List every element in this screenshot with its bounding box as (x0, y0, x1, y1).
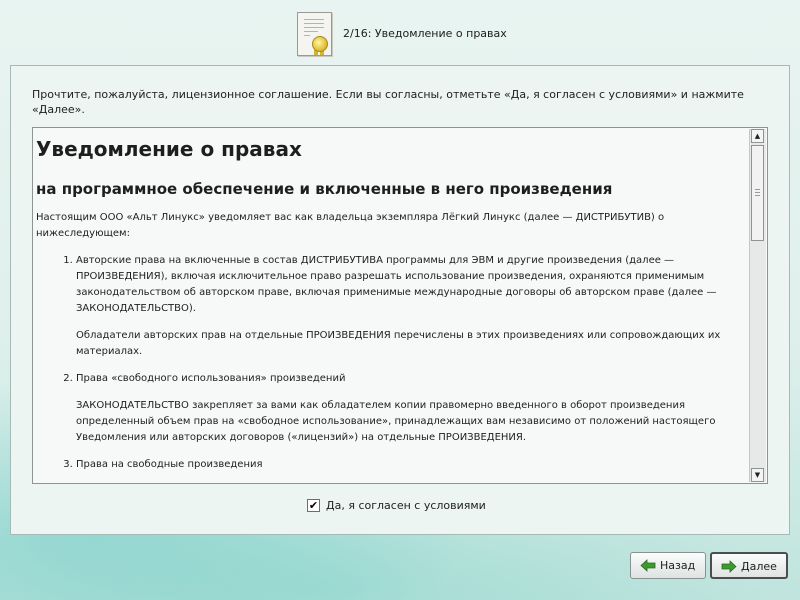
scroll-up-icon[interactable]: ▲ (751, 129, 764, 143)
license-subtitle: на программное обеспечение и включенные в него произведения (36, 180, 613, 198)
clause-text: 1. Авторские права на включенные в состав ДИСТРИБУТИВА программы для ЭВМ и другие произведения (далее — ПРОИЗВЕДЕНИЯ), включая исключительное право разрешать использование произведения, охраняются применимым законодательством об авторском праве, включая применимые международные договоры об авторском праве (далее — ЗАКОНОДАТЕЛЬСТВО). (76, 255, 717, 314)
license-clauses (36, 253, 748, 473)
instructions-text: Прочтите, пожалуйста, лицензионное соглашение. Если вы согласны, отметьте «Да, я согласен с условиями» и нажмите «Далее». (32, 88, 744, 116)
back-label: Назад (660, 559, 696, 572)
arrow-right-icon (721, 560, 737, 573)
license-intro: Настоящим ООО «Альт Линукс» уведомляет вас как владельца экземпляра Лёгкий Линукс (далее — ДИСТРИБУТИВ) о нижеследующем: (36, 212, 665, 239)
clause-subtext: Обладатели авторских прав на отдельные ПРОИЗВЕДЕНИЯ перечислены в этих произведениях или сопровождающих их материалах. (76, 330, 721, 357)
agree-label[interactable]: Да, я согласен с условиями (326, 499, 486, 512)
license-title: Уведомление о правах (36, 137, 302, 161)
scroll-down-icon[interactable]: ▼ (751, 468, 764, 482)
clause-text: 2. Права «свободного использования» произведений (76, 373, 346, 384)
certificate-document-icon (297, 12, 332, 56)
license-clause-3 (76, 457, 748, 473)
clause-text: 3. Права на свободные произведения (76, 459, 263, 470)
scrollbar-thumb[interactable] (751, 145, 764, 241)
license-clause-2 (76, 371, 748, 446)
step-title: 2/16: Уведомление о правах (343, 27, 507, 40)
next-label: Далее (741, 560, 777, 573)
agree-checkbox[interactable]: ✔ (308, 499, 319, 512)
license-text-box[interactable] (32, 127, 768, 484)
license-scrollbar[interactable] (749, 129, 766, 482)
arrow-left-icon (640, 559, 656, 572)
next-button[interactable] (710, 552, 788, 579)
license-content (36, 131, 748, 480)
main-panel (10, 65, 790, 535)
clause-subtext: ЗАКОНОДАТЕЛЬСТВО закрепляет за вами как обладателем копии правомерно введенного в оборот произведения определенный объем прав на «свободное использование», принадлежащих вам независимо от положений настоящего Уведомления или авторских договоров («лицензий») на отдельные ПРОИЗВЕДЕНИЯ. (76, 400, 716, 443)
back-button[interactable] (630, 552, 706, 579)
license-clause-1 (76, 253, 748, 360)
